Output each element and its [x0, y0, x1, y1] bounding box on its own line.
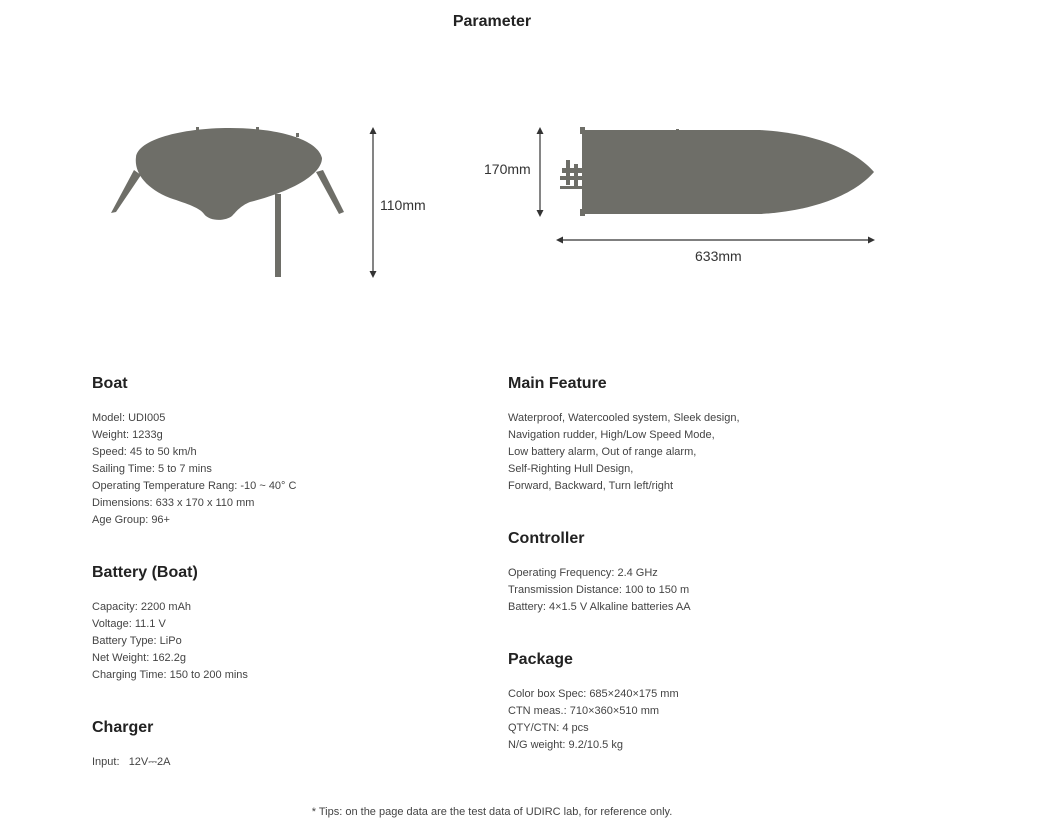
spec-item: Charging Time: 150 to 200 mins — [92, 669, 248, 681]
boat-front-view — [111, 127, 344, 277]
spec-item: Self-Righting Hull Design, — [508, 463, 634, 475]
main-feature-section — [508, 374, 888, 529]
spec-item: Forward, Backward, Turn left/right — [508, 480, 674, 492]
spec-item: Dimensions: 633 x 170 x 110 mm — [92, 497, 255, 509]
spec-list — [508, 410, 888, 495]
spec-item: Sailing Time: 5 to 7 mins — [92, 463, 212, 475]
section-heading: Main Feature — [508, 375, 607, 392]
page-title: Parameter — [452, 13, 532, 30]
right-spec-column — [508, 374, 888, 754]
spec-item: Waterproof, Watercooled system, Sleek design, — [508, 412, 740, 424]
spec-list — [508, 565, 888, 616]
section-heading: Controller — [508, 530, 585, 547]
spec-item: Capacity: 2200 mAh — [92, 601, 192, 613]
left-spec-column — [92, 374, 472, 771]
spec-list — [92, 410, 472, 529]
spec-list — [92, 599, 472, 684]
spec-item: Net Weight: 162.2g — [92, 652, 186, 664]
section-heading: Package — [508, 651, 573, 668]
package-section — [508, 650, 888, 754]
spec-item: Model: UDI005 — [92, 412, 166, 424]
spec-item: Battery: 4×1.5 V Alkaline batteries AA — [508, 601, 691, 613]
battery-section — [92, 563, 472, 718]
spec-item: Age Group: 96+ — [92, 514, 170, 526]
spec-item: Color box Spec: 685×240×175 mm — [508, 688, 679, 700]
spec-list — [508, 686, 888, 754]
spec-item: Operating Frequency: 2.4 GHz — [508, 567, 658, 579]
spec-item: Weight: 1233g — [92, 429, 163, 441]
spec-item: CTN meas.: 710×360×510 mm — [508, 705, 660, 717]
spec-item: Battery Type: LiPo — [92, 635, 182, 647]
spec-item: Transmission Distance: 100 to 150 m — [508, 584, 690, 596]
section-heading: Boat — [92, 375, 128, 392]
spec-item: Navigation rudder, High/Low Speed Mode, — [508, 429, 715, 441]
boat-section — [92, 374, 472, 563]
spec-list — [92, 754, 472, 771]
height-label: 110mm — [380, 197, 426, 213]
length-dimension-line — [556, 237, 875, 244]
spec-item: Speed: 45 to 50 km/h — [92, 446, 197, 458]
section-heading: Battery (Boat) — [92, 564, 198, 581]
spec-item: QTY/CTN: 4 pcs — [508, 722, 589, 734]
spec-item: Input: 12V⎓2A — [92, 756, 171, 768]
width-label: 170mm — [484, 161, 531, 177]
charger-section — [92, 718, 472, 771]
spec-item: Low battery alarm, Out of range alarm, — [508, 446, 697, 458]
length-label: 633mm — [695, 248, 742, 264]
section-heading: Charger — [92, 719, 154, 736]
width-dimension-line — [537, 127, 544, 217]
controller-section — [508, 529, 888, 650]
spec-item: Voltage: 11.1 V — [92, 618, 166, 630]
spec-item: N/G weight: 9.2/10.5 kg — [508, 739, 623, 751]
footer-tips: * Tips: on the page data are the test data of UDIRC lab, for reference only. — [311, 806, 673, 818]
boat-dimension-diagram — [0, 0, 1048, 330]
height-dimension-line — [370, 127, 377, 278]
spec-item: Operating Temperature Rang: -10 ~ 40° C — [92, 480, 297, 492]
boat-top-view — [560, 127, 874, 216]
